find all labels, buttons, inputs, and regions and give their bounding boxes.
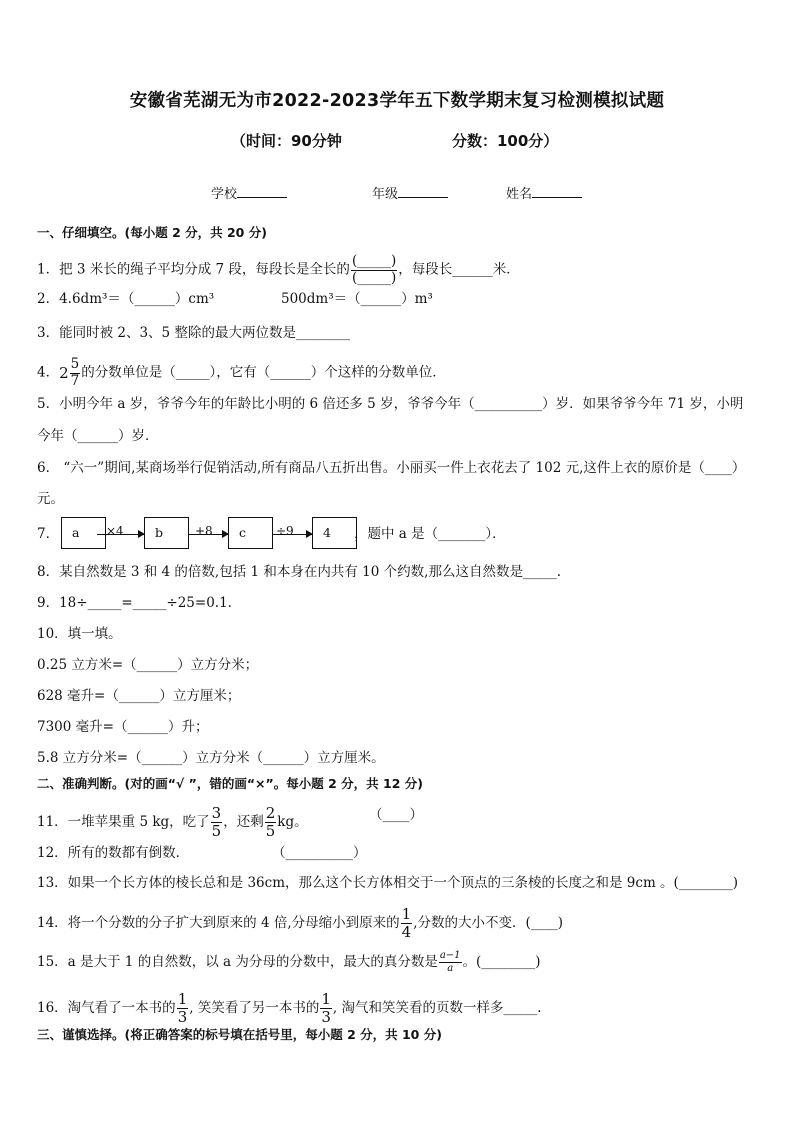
section-1-heading: 一、仔细填空。(每小题 2 分，共 20 分) <box>37 225 267 240</box>
question-12: 12．所有的数都有倒数． <box>37 845 190 861</box>
q16-fraction-2: $\frac{1}{3}$ <box>321 990 331 1026</box>
q14-fraction: $\frac{1}{4}$ <box>401 905 412 941</box>
question-11-blank: （____） <box>369 807 423 823</box>
question-16: 16．淘气看了一本书的 $\frac{1}{3}$ , 笑笑看了另一本书的 $\frac{1}{3}$ , 淘气和笑笑看的页数一样多_____. <box>37 990 542 1026</box>
question-2b: 500dm³＝（______）m³ <box>281 291 433 307</box>
question-6-line2: 元。 <box>37 491 64 507</box>
q11-fraction-1: $\frac{3}{5}$ <box>211 804 222 840</box>
name-field: 姓名 <box>506 183 582 202</box>
question-7-tail: ，题中 a 是（_______）． <box>354 526 506 542</box>
q15-fraction: $\frac{a-1}{a}$ <box>439 950 461 974</box>
question-10c: 7300 毫升=（______）升； <box>37 719 209 735</box>
section-3-heading: 三、谨慎选择。(将正确答案的标号填在括号里，每小题 2 分，共 10 分) <box>37 1027 442 1042</box>
flow-box-c: c <box>228 517 273 549</box>
question-15: 15．a 是大于 1 的自然数，以 a 为分母的分数中，最大的真分数是 $\frac{a-1}{a}$ 。(________) <box>37 950 541 974</box>
question-1: 1．把 3 米长的绳子平均分成 7 段，每段长是全长的 $\frac{(\_\_\_\_\_)}{(\_\_\_\_\_)}$ ，每段长______米． <box>37 253 520 286</box>
flow-op-1: ×4 <box>106 524 124 538</box>
page-title: 安徽省芜湖无为市2022-2023学年五下数学期末复习检测模拟试题 <box>129 91 665 111</box>
flow-op-3: ÷9 <box>276 524 294 538</box>
question-13: 13．如果一个长方体的棱长总和是 36cm，那么这个长方体相交于一个顶点的三条棱的长度之和是 9cm 。(________) <box>37 875 739 891</box>
flow-op-2: +8 <box>195 524 213 538</box>
question-14: 14．将一个分数的分子扩大到原来的 4 倍,分母缩小到原来的 $\frac{1}{4}$ ,分数的大小不变．(____) <box>37 905 564 941</box>
question-6-line1: 6． “六一”期间,某商场举行促销活动,所有商品八五折出售。小丽买一件上衣花去了 102 元,这件上衣的原价是（____） <box>37 460 746 476</box>
question-5-line2: 今年（______）岁． <box>37 428 159 444</box>
q4-fraction: $\frac{5}{7}$ <box>70 356 80 389</box>
question-10a: 0.25 立方米=（______）立方分米； <box>37 657 259 673</box>
flow-box-result: 4 <box>312 517 357 549</box>
time-label: （时间：90分钟 <box>231 132 342 150</box>
question-5-line1: 5．小明今年 a 岁，爷爷今年的年龄比小明的 6 倍还多 5 岁，爷爷今年（__________）岁．如果爷爷今年 71 岁，小明 <box>37 396 744 412</box>
question-11: 11．一堆苹果重 5 kg，吃了 $\frac{3}{5}$ ，还剩 $\frac{2}{5}$ kg。 <box>37 804 308 840</box>
question-9: 9．18÷_____=_____÷25=0.1. <box>37 595 232 611</box>
q1-fraction: $\frac{(\_\_\_\_\_)}{(\_\_\_\_\_)}$ <box>351 253 397 286</box>
question-3: 3．能同时被 2、3、5 整除的最大两位数是________ <box>37 325 350 341</box>
question-10b: 628 毫升=（______）立方厘米； <box>37 688 241 704</box>
score-label: 分数：100分） <box>452 132 559 150</box>
grade-field: 年级 <box>372 183 448 202</box>
question-4: 4．2 $\frac{5}{7}$ 的分数单位是（_____），它有（______）个这样的分数单位． <box>37 356 446 389</box>
question-2a: 2．4.6dm³＝（______）cm³ <box>37 291 215 307</box>
q11-fraction-2: $\frac{2}{5}$ <box>265 804 276 840</box>
q16-fraction-1: $\frac{1}{3}$ <box>177 990 188 1026</box>
flow-box-b: b <box>144 517 189 549</box>
question-8: 8．某自然数是 3 和 4 的倍数,包括 1 和本身在内共有 10 个约数,那么这自然数是_____. <box>37 564 561 580</box>
section-2-heading: 二、准确判断。(对的画“√ ”，错的画“×”。每小题 2 分，共 12 分) <box>37 776 423 791</box>
flow-box-a: a <box>61 517 106 549</box>
question-7-number: 7． <box>37 526 60 542</box>
question-10d: 5.8 立方分米=（______）立方分米（______）立方厘米。 <box>37 750 385 766</box>
school-field: 学校 <box>211 183 287 202</box>
question-12-blank: （__________） <box>272 845 367 861</box>
question-10: 10．填一填。 <box>37 626 122 642</box>
